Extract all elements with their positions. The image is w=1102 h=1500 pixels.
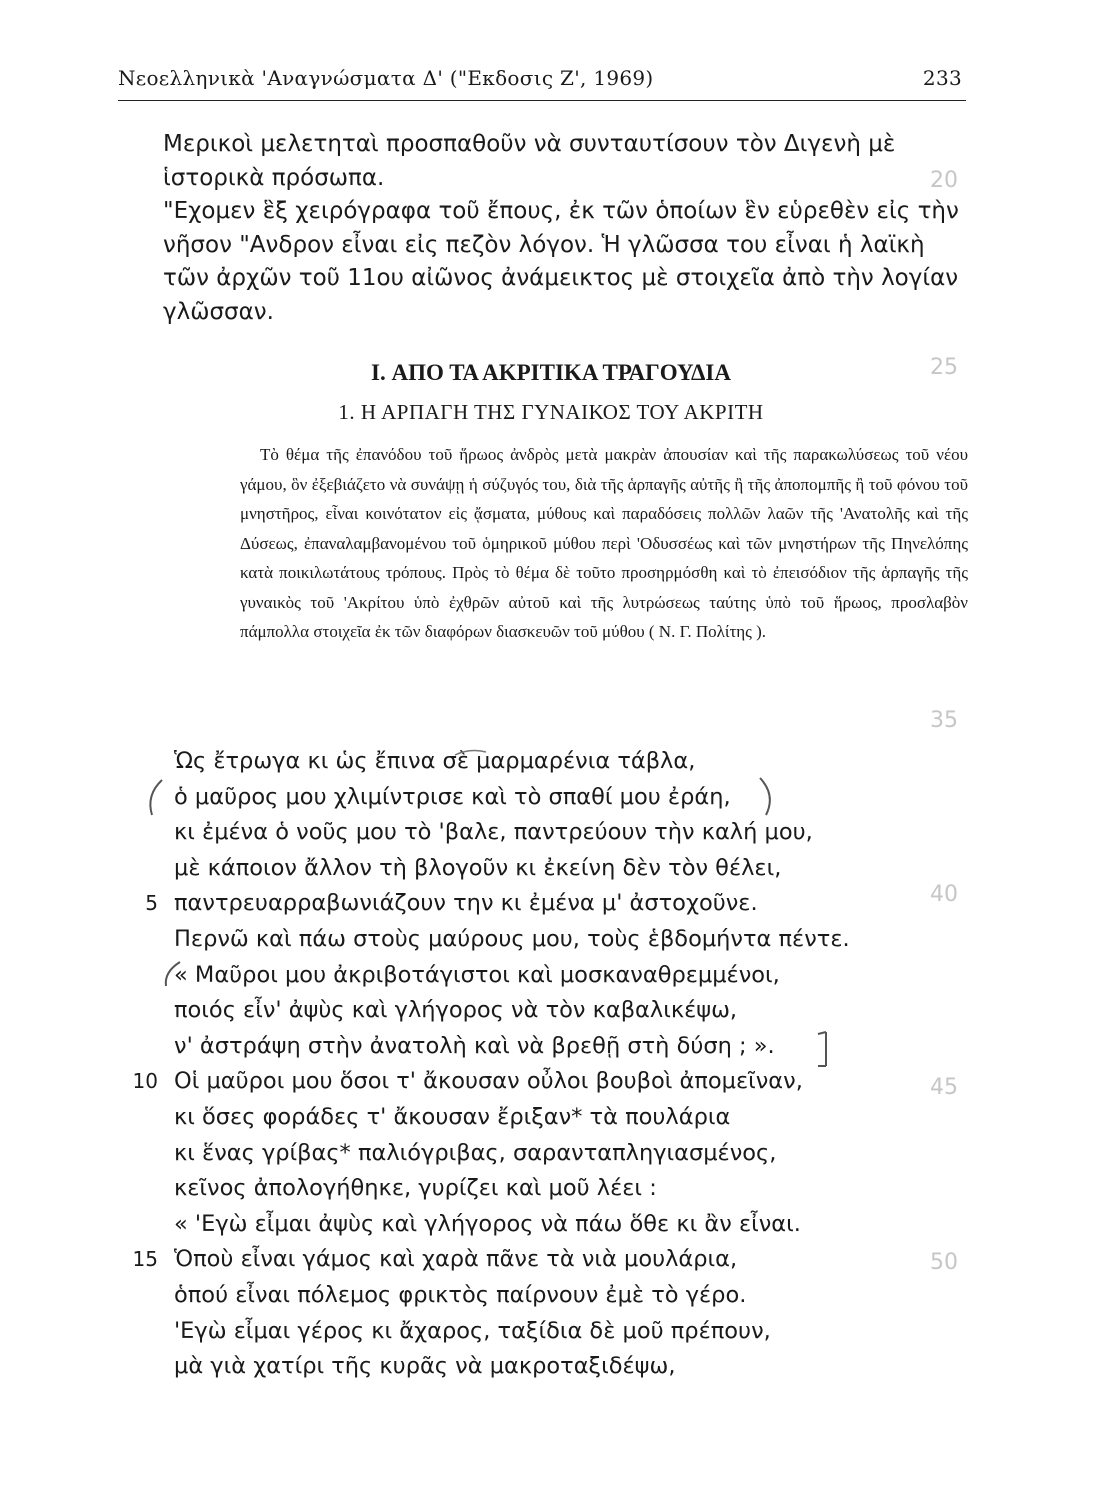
section-title: I. ΑΠΟ ΤΑ ΑΚΡΙΤΙΚΑ ΤΡΑΓΟΥΔΙΑ: [371, 360, 731, 385]
verse-text: κι ἐμένα ὁ νοῦς μου τὸ 'βαλε, παντρεύουν τὴν καλή μου,: [174, 819, 813, 846]
intro-paragraph-1: Μερικοὶ μελετηταὶ προσπαθοῦν νὰ συνταυτίσουν τὸν Διγενὴ μὲ ἱστορικὰ πρόσωπα.: [163, 131, 896, 191]
verse-text: μὰ γιὰ χατίρι τῆς κυρᾶς νὰ μακροταξιδέψω,: [174, 1353, 676, 1380]
verse-text: ὁ μαῦρος μου χλιμίντρισε καὶ τὸ σπαθί μου ἐράη,: [174, 783, 731, 810]
verse-text: κι ὅσες φοράδες τ' ἄκουσαν ἔριξαν* τὰ πουλάρια: [174, 1103, 731, 1130]
verse-text: κι ἕνας γρίβας* παλιόγριβας, σαρανταπληγιασμένος,: [174, 1139, 777, 1166]
verse-text: ποιός εἶν' ἀψὺς καὶ γλήγορος νὰ τὸν καβαλικέψω,: [174, 997, 738, 1024]
verse-text: Ὡς ἔτρωγα κι ὡς ἔπινα σὲ μαρμαρένια τάβλα,: [174, 748, 696, 774]
page: 20 25 35 40 45 50 Νεοελληνικὰ 'Αναγνώσματα Δ' ("Εκδοσις Ζ', 1969) 233 Μερικοὶ μελετηταὶ προσπαθοῦν νὰ συνταυτίσουν τὸν Διγενὴ μὲ ἱστορικὰ πρόσωπα. "Εχομεν ἓξ χειρόγραφα τοῦ ἔπους, ἐκ τῶν ὁποίων ἓν εὑρεθὲν εἰς τὴν νῆσον "Ανδρον εἶναι εἰς πεζὸν λόγον. Ἡ γλῶσσα του εἶναι ἡ λαϊκὴ τῶν ἀρχῶν τοῦ 11ου αἰῶνος ἀνάμεικτος μὲ στοιχεῖα ἀπὸ τὴν λογίαν γλῶσσαν. I. ΑΠΟ ΤΑ ΑΚΡΙΤΙΚΑ ΤΡΑΓΟΥΔΙΑ 1. Η ΑΡΠΑΓΗ ΤΗΣ ΓΥΝΑΙΚΟΣ ΤΟΥ ΑΚΡΙΤΗ Τὸ θέμα τῆς ἐπανόδου τοῦ ἥρωος ἀνδρὸς μετὰ μακρὰν ἀπουσίαν καὶ τῆς παρακωλύσεως τοῦ νέου γάμου, ὃν ἐξεβιάζετο νὰ συνάψῃ ἡ σύζυγός του, διὰ τῆς ἁρπαγῆς αὐτῆς ἢ τῆς ἀποπομπῆς ἢ τοῦ φόνου τοῦ μνηστῆρος, εἶναι κοινότατον εἰς ᾄσματα, μύθους καὶ παραδόσεις πολλῶν λαῶν τῆς 'Ανατολῆς καὶ τῆς Δύσεως, ἐπαναλαμβανομένου τοῦ ὁμηρικοῦ μύθου περὶ 'Οδυσσέως καὶ τῶν μνηστήρων τῆς Πηνελόπης κατὰ ποικιλωτάτους τρόπους. Πρὸς τὸ θέμα δὲ τοῦτο προσηρμόσθη καὶ τὸ ἐπεισόδιον τῆς ἁρπαγῆς τῆς γυναικὸς τοῦ 'Ακρίτου ὑπὸ ἐχθρῶν αὐτοῦ καὶ τῆς λυτρώσεως ταύτης ὑπὸ τοῦ ἥρωος, προσλαβὸν πάμπολλα στοιχεῖα ἐκ τῶν διαφόρων διασκευῶν τοῦ μύθου ( Ν. Γ. Πολίτης ). Ὡς ἔτρωγα κι ὡς ἔπινα σὲ μαρμαρένια τάβλα, ὁ μαῦρος μου χλιμίντρισε καὶ τὸ σπαθί μου ἐράη, κι ἐμένα ὁ νοῦς μου τὸ 'βαλε, παντρεύουν τὴν καλή μου, μὲ κάποιον ἄλλον τὴ βλογοῦν κι ἐκείνη δὲν τὸν θέλει, 5 παντρευαρραβωνιάζουν την κι ἐμένα μ' ἀστοχοῦνε. Περνῶ καὶ πάω στοὺς μαύρους μου, τοὺς ἑβδομήντα πέντε. « Μαῦροι μου ἀκριβοτάγιστοι καὶ μοσκαναθρεμμένοι, ποιός εἶν' ἀψὺς καὶ γλήγορος νὰ τὸν καβαλικέψω, ν' ἀστράψη στὴν ἀνατολὴ καὶ νὰ βρεθῇ στὴ δύση ; ». 10 Οἱ μαῦροι μου ὅσοι τ' ἄκουσαν οὖλοι βουβοὶ ἀπομεῖναν, κι ὅσες φοράδες τ' ἄκουσαν ἔριξαν* τὰ πουλάρια κι ἕνας γρίβας* παλιόγριβας, σαρανταπληγιασμένος, κεῖνος ἀπολογήθηκε, γυρίζει καὶ μοῦ λέει : « 'Εγὼ εἶμαι ἀψὺς καὶ γλήγορος νὰ πάω ὅθε κι ἂν εἶναι. 15 Ὁποὺ εἶναι γάμος καὶ χαρὰ πᾶνε τὰ νιὰ μουλάρια, ὁπού εἶναι πόλεμος φρικτὸς παίρνουν ἐμὲ τὸ γέρο. 'Εγὼ εἶμαι γέρος κι ἄχαρος, ταξίδια δὲ μοῦ πρέπουν, μὰ γιὰ χατίρι τῆς κυρᾶς νὰ μακροταξιδέψω,: [0, 0, 1102, 1500]
verse-text: Ὁποὺ εἶναι γάμος καὶ χαρὰ πᾶνε τὰ νιὰ μουλάρια,: [174, 1246, 738, 1273]
verse-text: Περνῶ καὶ πάω στοὺς μαύρους μου, τοὺς ἑβδομήντα πέντε.: [174, 925, 850, 952]
line-number: 15: [132, 1247, 158, 1272]
verse-text: 'Εγὼ εἶμαι γέρος κι ἄχαρος, ταξίδια δὲ μοῦ πρέπουν,: [174, 1317, 771, 1344]
verse-text: « 'Εγὼ εἶμαι ἀψὺς καὶ γλήγορος νὰ πάω ὅθε κι ἂν εἶναι.: [174, 1210, 801, 1237]
verse-text: « Μαῦροι μου ἀκριβοτάγιστοι καὶ μοσκαναθρεμμένοι,: [174, 961, 780, 988]
editorial-note: Τὸ θέμα τῆς ἐπανόδου τοῦ ἥρωος ἀνδρὸς μετὰ μακρὰν ἀπουσίαν καὶ τῆς παρακωλύσεως τοῦ νέου γάμου, ὃν ἐξεβιάζετο νὰ συνάψῃ ἡ σύζυγός του, διὰ τῆς ἁρπαγῆς αὐτῆς ἢ τῆς ἀποπομπῆς ἢ τοῦ φόνου τοῦ μνηστῆρος, εἶναι κοινότατον εἰς ᾄσματα, μύθους καὶ παραδόσεις πολλῶν λαῶν τῆς 'Ανατολῆς καὶ τῆς Δύσεως, ἐπαναλαμβανομένου τοῦ ὁμηρικοῦ μύθου περὶ 'Οδυσσέως καὶ τῶν μνηστήρων τῆς Πηνελόπης κατὰ ποικιλωτάτους τρόπους. Πρὸς τὸ θέμα δὲ τοῦτο προσηρμόσθη καὶ τὸ ἐπεισόδιον τῆς ἁρπαγῆς τῆς γυναικὸς τοῦ 'Ακρίτου ὑπὸ ἐχθρῶν αὐτοῦ καὶ τῆς λυτρώσεως ταύτης ὑπὸ τοῦ ἥρωος, προσλαβὸν πάμπολλα στοιχεῖα ἐκ τῶν διαφόρων διασκευῶν τοῦ μύθου ( Ν. Γ. Πολίτης ).: [240, 445, 968, 641]
verse-text: ν' ἀστράψη στὴν ἀνατολὴ καὶ νὰ βρεθῇ στὴ δύση ; ».: [174, 1032, 775, 1059]
verse-text: παντρευαρραβωνιάζουν την κι ἐμένα μ' ἀστοχοῦνε.: [174, 890, 758, 917]
page-number: 233: [922, 66, 962, 90]
line-number: 5: [145, 891, 158, 916]
poem-title: 1. Η ΑΡΠΑΓΗ ΤΗΣ ΓΥΝΑΙΚΟΣ ΤΟΥ ΑΚΡΙΤΗ: [338, 400, 764, 424]
line-number: 10: [132, 1069, 158, 1094]
verse-text: ὁπού εἶναι πόλεμος φρικτὸς παίρνουν ἐμὲ τὸ γέρο.: [174, 1281, 747, 1308]
intro-paragraph-2: "Εχομεν ἓξ χειρόγραφα τοῦ ἔπους, ἐκ τῶν ὁποίων ἓν εὑρεθὲν εἰς τὴν νῆσον "Ανδρον εἶναι εἰς πεζὸν λόγον. Ἡ γλῶσσα του εἶναι ἡ λαϊκὴ τῶν ἀρχῶν τοῦ 11ου αἰῶνος ἀνάμεικτος μὲ στοιχεῖα ἀπὸ τὴν λογίαν γλῶσσαν.: [163, 198, 959, 325]
verse-text: μὲ κάποιον ἄλλον τὴ βλογοῦν κι ἐκείνη δὲν τὸν θέλει,: [174, 854, 782, 881]
header-title: Νεοελληνικὰ 'Αναγνώσματα Δ' ("Εκδοσις Ζ', 1969): [118, 66, 654, 90]
verse-text: κεῖνος ἀπολογήθηκε, γυρίζει καὶ μοῦ λέει :: [174, 1175, 657, 1202]
verse-text: Οἱ μαῦροι μου ὅσοι τ' ἄκουσαν οὖλοι βουβοὶ ἀπομεῖναν,: [174, 1068, 803, 1095]
